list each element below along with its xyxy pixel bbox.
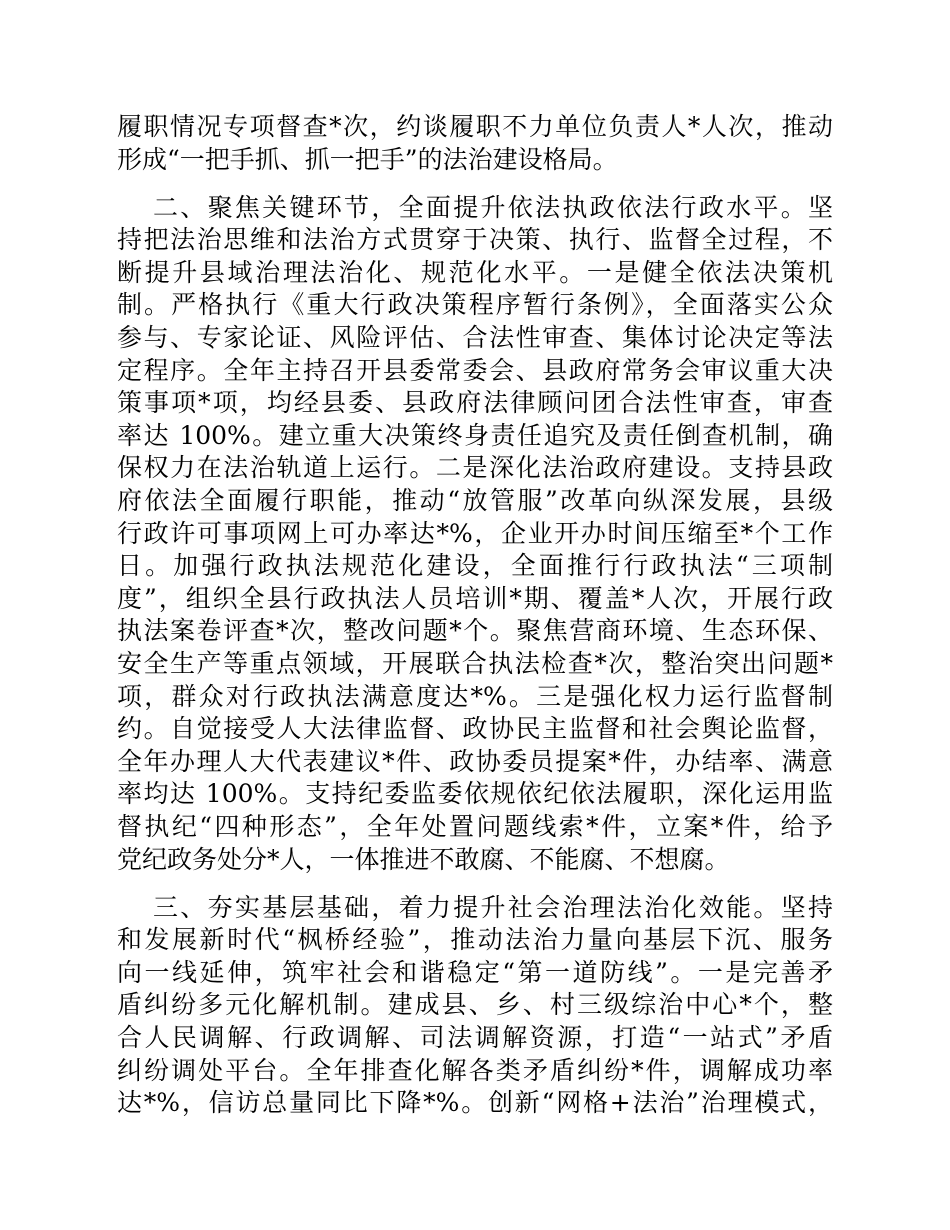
text-line: 度”，组织全县行政执法人员培训*期、覆盖*人次，开展行政 (117, 583, 833, 613)
text-line: 断提升县域治理法治化、规范化水平。一是健全依法决策机 (117, 257, 833, 287)
document-page (117, 111, 833, 1135)
text-line: 向一线延伸，筑牢社会和谐稳定“第一道防线”。一是完善矛 (117, 957, 833, 987)
paragraph (117, 192, 833, 876)
text-line: 达*%，信访总量同比下降*%。创新“网格+法治”治理模式， (117, 1088, 833, 1118)
paragraph (117, 111, 833, 176)
text-line: 府依法全面履行职能，推动“放管服”改革向纵深发展，县级 (117, 486, 833, 516)
text-line: 盾纠纷多元化解机制。建成县、乡、村三级综治中心*个，整 (117, 990, 833, 1020)
text-line: 党纪政务处分*人，一体推进不敢腐、不能腐、不想腐。 (117, 844, 730, 874)
text-line: 形成“一把手抓、抓一把手”的法治建设格局。 (117, 144, 618, 174)
text-line: 参与、专家论证、风险评估、合法性审查、集体讨论决定等法 (117, 323, 833, 353)
text-line: 日。加强行政执法规范化建设，全面推行行政执法“三项制 (117, 551, 833, 581)
text-line: 项，群众对行政执法满意度达*%。三是强化权力运行监督制 (117, 681, 833, 711)
text-line: 制。严格执行《重大行政决策程序暂行条例》，全面落实公众 (117, 290, 833, 320)
text-line: 合人民调解、行政调解、司法调解资源，打造“一站式”矛盾 (117, 1023, 833, 1053)
text-line: 保权力在法治轨道上运行。二是深化法治政府建设。支持县政 (117, 453, 833, 483)
text-line: 率均达 100%。支持纪委监委依规依纪依法履职，深化运用监 (117, 779, 833, 809)
text-line: 策事项*项，均经县委、县政府法律顾问团合法性审查，审查 (117, 388, 833, 418)
text-line: 督执纪“四种形态”，全年处置问题线索*件，立案*件，给予 (117, 811, 833, 841)
text-line: 全年办理人大代表建议*件、政协委员提案*件，办结率、满意 (117, 746, 833, 776)
text-line: 二、聚焦关键环节，全面提升依法执政依法行政水平。坚 (153, 192, 833, 222)
text-line: 定程序。全年主持召开县委常委会、县政府常务会审议重大决 (117, 355, 833, 385)
text-line: 安全生产等重点领域，开展联合执法检查*次，整治突出问题* (117, 649, 833, 678)
text-line: 履职情况专项督查*次，约谈履职不力单位负责人*人次，推动 (117, 112, 833, 141)
text-line: 执法案卷评查*次，整改问题*个。聚焦营商环境、生态环保、 (117, 616, 833, 646)
text-line: 约。自觉接受人大法律监督、政协民主监督和社会舆论监督， (117, 714, 833, 744)
text-line: 纠纷调处平台。全年排查化解各类矛盾纠纷*件，调解成功率 (117, 1055, 833, 1085)
paragraph (117, 892, 833, 1120)
text-line: 率达 100%。建立重大决策终身责任追究及责任倒查机制，确 (117, 420, 833, 450)
text-line: 行政许可事项网上可办率达*%，企业开办时间压缩至*个工作 (117, 518, 833, 548)
text-line: 和发展新时代“枫桥经验”，推动法治力量向基层下沉、服务 (117, 925, 833, 955)
text-line: 三、夯实基层基础，着力提升社会治理法治化效能。坚持 (153, 892, 833, 922)
text-line: 持把法治思维和法治方式贯穿于决策、执行、监督全过程，不 (117, 225, 833, 255)
